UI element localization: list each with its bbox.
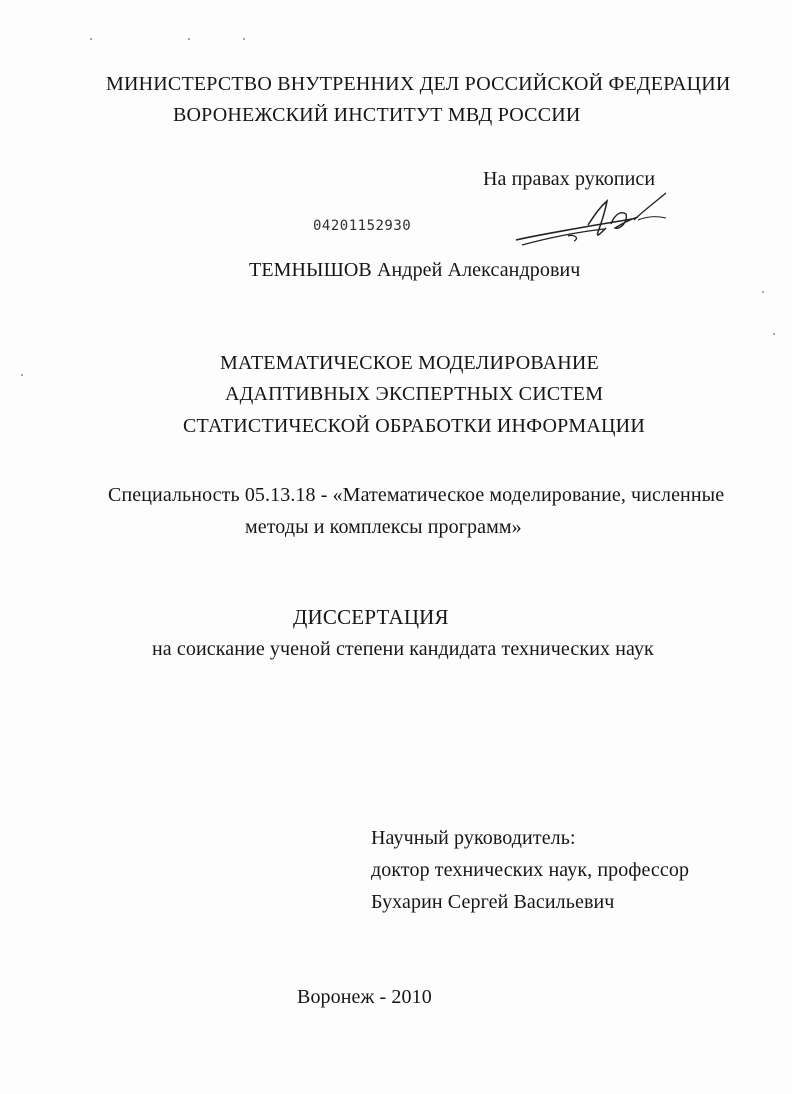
title-line-1: МАТЕМАТИЧЕСКОЕ МОДЕЛИРОВАНИЕ bbox=[220, 352, 599, 374]
title-line-2: АДАПТИВНЫХ ЭКСПЕРТНЫХ СИСТЕМ bbox=[225, 383, 604, 405]
specialty-line-2: методы и комплексы программ» bbox=[245, 516, 522, 538]
scan-speck bbox=[188, 38, 190, 40]
scan-speck bbox=[21, 374, 23, 376]
institute-heading: ВОРОНЕЖСКИЙ ИНСТИТУТ МВД РОССИИ bbox=[173, 104, 581, 126]
scan-speck bbox=[243, 38, 245, 40]
place-and-year: Воронеж - 2010 bbox=[297, 986, 432, 1008]
ministry-heading: МИНИСТЕРСТВО ВНУТРЕННИХ ДЕЛ РОССИЙСКОЙ ФЕДЕРАЦИИ bbox=[106, 73, 731, 95]
specialty-line-1: Специальность 05.13.18 - «Математическое моделирование, численные bbox=[108, 484, 725, 506]
supervisor-label: Научный руководитель: bbox=[371, 827, 576, 849]
scan-speck bbox=[762, 291, 764, 293]
catalog-number-stamp: 04201152930 bbox=[313, 218, 412, 234]
title-line-3: СТАТИСТИЧЕСКОЙ ОБРАБОТКИ ИНФОРМАЦИИ bbox=[183, 415, 645, 437]
supervisor-rank: доктор технических наук, профессор bbox=[371, 859, 690, 881]
work-type: ДИССЕРТАЦИЯ bbox=[293, 605, 449, 629]
author-name: ТЕМНЫШОВ Андрей Александрович bbox=[249, 259, 581, 281]
scan-speck bbox=[90, 38, 92, 40]
signature bbox=[508, 188, 678, 250]
supervisor-name: Бухарин Сергей Васильевич bbox=[371, 891, 615, 913]
manuscript-note: На правах рукописи bbox=[483, 168, 656, 190]
degree-line: на соискание ученой степени кандидата технических наук bbox=[152, 638, 654, 660]
scan-speck bbox=[773, 333, 775, 335]
